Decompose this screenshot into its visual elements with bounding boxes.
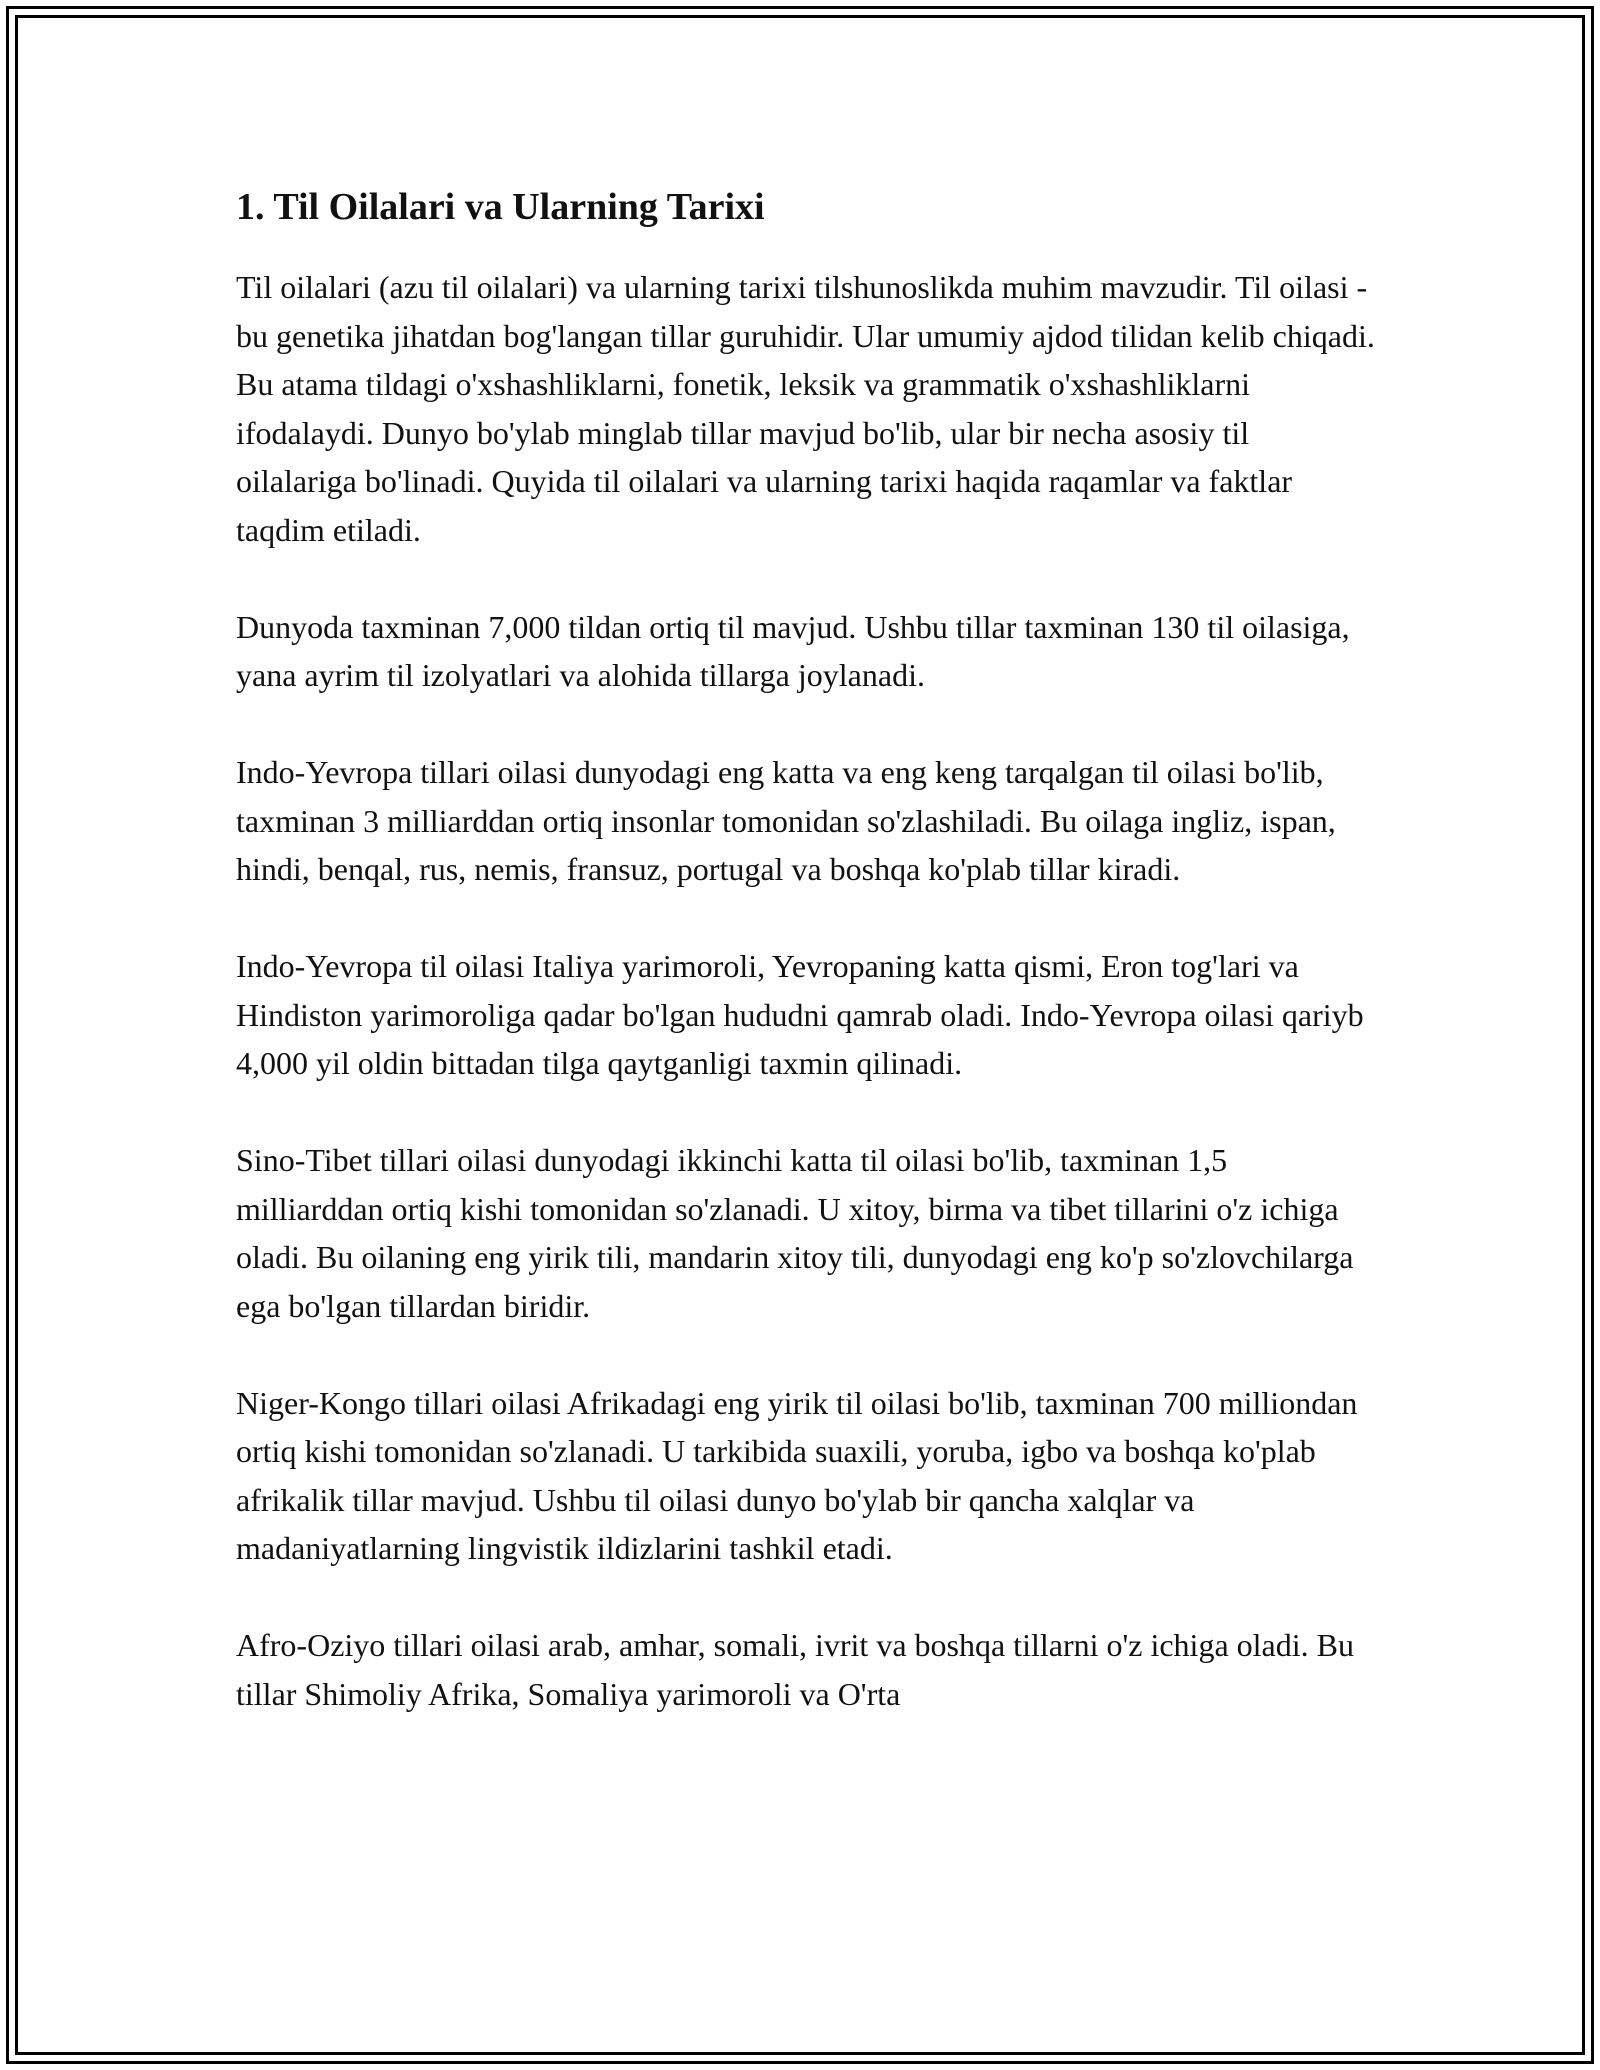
section-heading: 1. Til Oilalari va Ularning Tarixi: [236, 186, 765, 228]
document-body: [236, 183, 1376, 1767]
paragraph-indo-european-region: Indo-Yevropa til oilasi Italiya yarimoroli, Yevropaning katta qismi, Eron tog'lari va Hindiston yarimoroliga qadar bo'lgan hududni qamrab oladi. Indo-Yevropa oilasi qariyb 4,000 yil oldin bittadan tilga qaytganligi taxmin qilinadi.: [236, 948, 1364, 1081]
paragraph-afro-asiatic: Afro-Oziyo tillari oilasi arab, amhar, somali, ivrit va boshqa tillarni o'z ichiga oladi. Bu tillar Shimoliy Afrika, Somaliya yarimoroli va O'rta: [236, 1627, 1354, 1712]
paragraph-language-count: Dunyoda taxminan 7,000 tildan ortiq til mavjud. Ushbu tillar taxminan 130 til oilasiga, yana ayrim til izolyatlari va alohida tillarga joylanadi.: [236, 608, 1350, 693]
paragraph-intro: Til oilalari (azu til oilalari) va ularning tarixi tilshunoslikda muhim mavzudir. Til oilasi - bu genetika jihatdan bog'langan tillar guruhidir. Ular umumiy ajdod tilidan kelib chiqadi. Bu atama tildagi o'xshashliklarni, fonetik, leksik va grammatik o'xshashliklarni ifodalaydi. Dunyo bo'ylab minglab tillar mavjud bo'lib, ular bir necha asosiy til oilalariga bo'linadi. Quyida til oilalari va ularning tarixi haqida raqamlar va faktlar taqdim etiladi.: [236, 269, 1375, 548]
paragraph-niger-congo: Niger-Kongo tillari oilasi Afrikadagi eng yirik til oilasi bo'lib, taxminan 700 milliondan ortiq kishi tomonidan so'zlanadi. U tarkibida suaxili, yoruba, igbo va boshqa ko'plab afrikalik tillar mavjud. Ushbu til oilasi dunyo bo'ylab bir qancha xalqlar va madaniyatlarning lingvistik ildizlarini tashkil etadi.: [236, 1384, 1358, 1566]
paragraph-sino-tibetan: Sino-Tibet tillari oilasi dunyodagi ikkinchi katta til oilasi bo'lib, taxminan 1,5 milliarddan ortiq kishi tomonidan so'zlanadi. U xitoy, birma va tibet tillarini o'z ichiga oladi. Bu oilaning eng yirik tili, mandarin xitoy tili, dunyodagi eng ko'p so'zlovchilarga ega bo'lgan tillardan biridir.: [236, 1142, 1354, 1324]
paragraph-indo-european: Indo-Yevropa tillari oilasi dunyodagi eng katta va eng keng tarqalgan til oilasi bo'lib, taxminan 3 milliarddan ortiq insonlar tomonidan so'zlashiladi. Bu oilaga ingliz, ispan, hindi, benqal, rus, nemis, fransuz, portugal va boshqa ko'plab tillar kiradi.: [236, 754, 1336, 887]
